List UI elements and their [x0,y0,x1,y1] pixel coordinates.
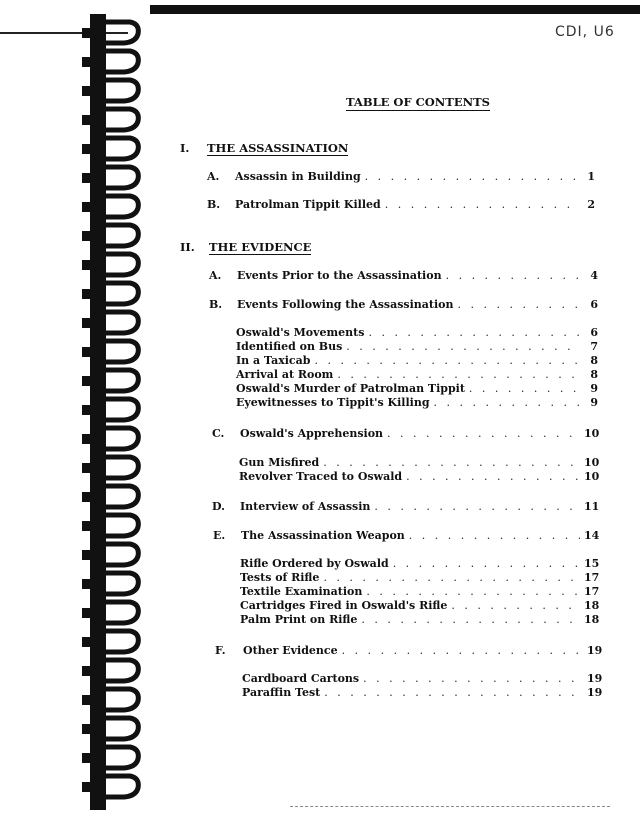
dot-leader [361,613,580,626]
toc-subentry [240,585,598,599]
section-2-number: II. [180,240,195,254]
entry-letter: F. [215,644,226,657]
subentry-title: Cartridges Fired in Oswald's Rifle [240,599,448,612]
subentry-page: 8 [590,354,598,367]
entry-page: 2 [587,198,595,211]
toc-entry [212,500,598,514]
toc-subentry [239,470,598,484]
subentry-page: 7 [590,340,598,353]
binding-punch [82,434,92,444]
subentry-page: 8 [590,368,598,381]
binding-punch [82,202,92,212]
binding-punch [82,579,92,589]
dot-leader [469,382,580,395]
toc-subentry [240,571,598,585]
entry-letter: A. [209,269,222,282]
dot-leader [346,340,580,353]
binding-coil [106,457,138,478]
binding-punch [82,28,92,38]
subentry-title: In a Taxicab [236,354,311,367]
entry-page: 4 [590,269,598,282]
subentry-title: Cardboard Cartons [242,672,360,685]
toc-subentry [236,326,598,340]
binding-coil [106,109,138,130]
binding-coil [106,689,138,710]
entry-letter: A. [207,170,220,183]
toc-entry [209,269,598,283]
binding-punch [82,550,92,560]
subentry-page: 10 [584,456,600,469]
dot-leader [446,269,580,282]
subentry-page: 10 [584,470,600,483]
entry-letter: B. [209,298,223,311]
subentry-page: 19 [587,672,603,685]
toc-subentry [240,613,598,627]
subentry-title: Arrival at Room [236,368,334,381]
toc-subentry [236,368,598,382]
spiral-binding [80,14,150,810]
entry-title: Events Prior to the Assassination [237,269,442,282]
subentry-title: Oswald's Murder of Patrolman Tippit [236,382,465,395]
toc-subentry [236,382,598,396]
binding-coil [106,225,138,246]
binding-punch [82,637,92,647]
dot-leader [314,354,580,367]
binding-coil [106,718,138,739]
binding-coil [106,602,138,623]
section-1-title: THE ASSASSINATION [207,141,349,155]
binding-coil [106,312,138,333]
binding-coil [106,660,138,681]
binding-punch [82,405,92,415]
dot-leader [393,557,580,570]
toc-entry [207,198,595,212]
dot-leader [385,198,577,211]
entry-page: 10 [584,427,600,440]
subentry-page: 9 [590,382,598,395]
dot-leader [374,500,580,513]
entry-letter: D. [212,500,225,513]
bottom-faint-rule [290,806,610,807]
dot-leader [323,456,580,469]
binding-coil [106,196,138,217]
subentry-page: 6 [590,326,598,339]
binding-punch [82,724,92,734]
top-edge-bar [150,5,640,14]
toc-subentry [242,672,601,686]
dot-leader [368,326,580,339]
binding-coil [106,341,138,362]
dot-leader [323,571,580,584]
toc-subentry [240,557,598,571]
subentry-title: Paraffin Test [242,686,321,699]
subentry-title: Revolver Traced to Oswald [239,470,403,483]
toc-entry [213,529,598,543]
dot-leader [434,396,580,409]
page-title: TABLE OF CONTENTS [346,95,490,109]
binding-coil [106,167,138,188]
binding-punch [82,86,92,96]
binding-punch [82,666,92,676]
subentry-title: Eyewitnesses to Tippit's Killing [236,396,430,409]
toc-entry [212,427,598,441]
binding-coil [106,254,138,275]
dot-leader [387,427,580,440]
binding-coil [106,747,138,768]
binding-punch [82,376,92,386]
toc-entry [207,170,595,184]
binding-punch [82,260,92,270]
subentry-title: Tests of Rifle [240,571,320,584]
toc-subentry [236,354,598,368]
entry-page: 11 [584,500,600,513]
entry-title: Interview of Assassin [240,500,371,513]
subentry-title: Rifle Ordered by Oswald [240,557,389,570]
toc-subentry [236,396,598,410]
toc-subentry [240,599,598,613]
binding-punch [82,695,92,705]
binding-coil [106,370,138,391]
toc-entry [209,298,598,312]
entry-title: Oswald's Apprehension [240,427,384,440]
binding-punch [82,608,92,618]
subentry-page: 18 [584,613,600,626]
binding-punch [82,782,92,792]
subentry-page: 15 [584,557,600,570]
binding-coil [106,515,138,536]
subentry-page: 19 [587,686,603,699]
binding-coil [106,631,138,652]
entry-page: 1 [587,170,595,183]
subentry-page: 17 [584,571,600,584]
subentry-title: Palm Print on Rifle [240,613,358,626]
entry-letter: C. [212,427,225,440]
binding-coil [106,80,138,101]
subentry-page: 9 [590,396,598,409]
toc-subentry [239,456,598,470]
entry-title: Events Following the Assassination [237,298,454,311]
dot-leader [451,599,580,612]
entry-page: 19 [587,644,603,657]
entry-letter: E. [213,529,226,542]
dot-leader [409,529,580,542]
subentry-title: Identified on Bus [236,340,343,353]
entry-page: 6 [590,298,598,311]
toc-subentry [236,340,598,354]
subentry-title: Textile Examination [240,585,363,598]
entry-title: The Assassination Weapon [241,529,405,542]
subentry-title: Gun Misfired [239,456,320,469]
archive-stamp: CDI, U6 [555,24,615,40]
binding-coil [106,428,138,449]
dot-leader [406,470,580,483]
binding-punch [82,753,92,763]
dot-leader [324,686,583,699]
dot-leader [458,298,580,311]
entry-title: Patrolman Tippit Killed [235,198,381,211]
binding-punch [82,521,92,531]
binding-punch [82,231,92,241]
binding-punch [82,173,92,183]
binding-punch [82,144,92,154]
dot-leader [365,170,577,183]
dot-leader [363,672,583,685]
subentry-page: 18 [584,599,600,612]
binding-punch [82,115,92,125]
entry-title: Other Evidence [243,644,338,657]
toc-subentry [242,686,601,700]
binding-punch [82,463,92,473]
section-2-title: THE EVIDENCE [209,240,312,254]
dot-leader [342,644,583,657]
dot-leader [337,368,580,381]
binding-punch [82,57,92,67]
dot-leader [366,585,580,598]
entry-page: 14 [584,529,600,542]
toc-entry [215,644,601,658]
binding-punch [82,289,92,299]
binding-coil [106,544,138,565]
binding-punch [82,347,92,357]
binding-punch [82,492,92,502]
binding-coil [106,486,138,507]
entry-title: Assassin in Building [235,170,361,183]
section-1-number: I. [180,141,190,155]
subentry-page: 17 [584,585,600,598]
binding-coil [106,22,138,43]
binding-coil [106,776,138,797]
subentry-title: Oswald's Movements [236,326,365,339]
binding-coil [106,51,138,72]
binding-coil [106,573,138,594]
binding-coil [106,399,138,420]
entry-letter: B. [207,198,221,211]
binding-coil [106,283,138,304]
binding-coil [106,138,138,159]
binding-punch [82,318,92,328]
